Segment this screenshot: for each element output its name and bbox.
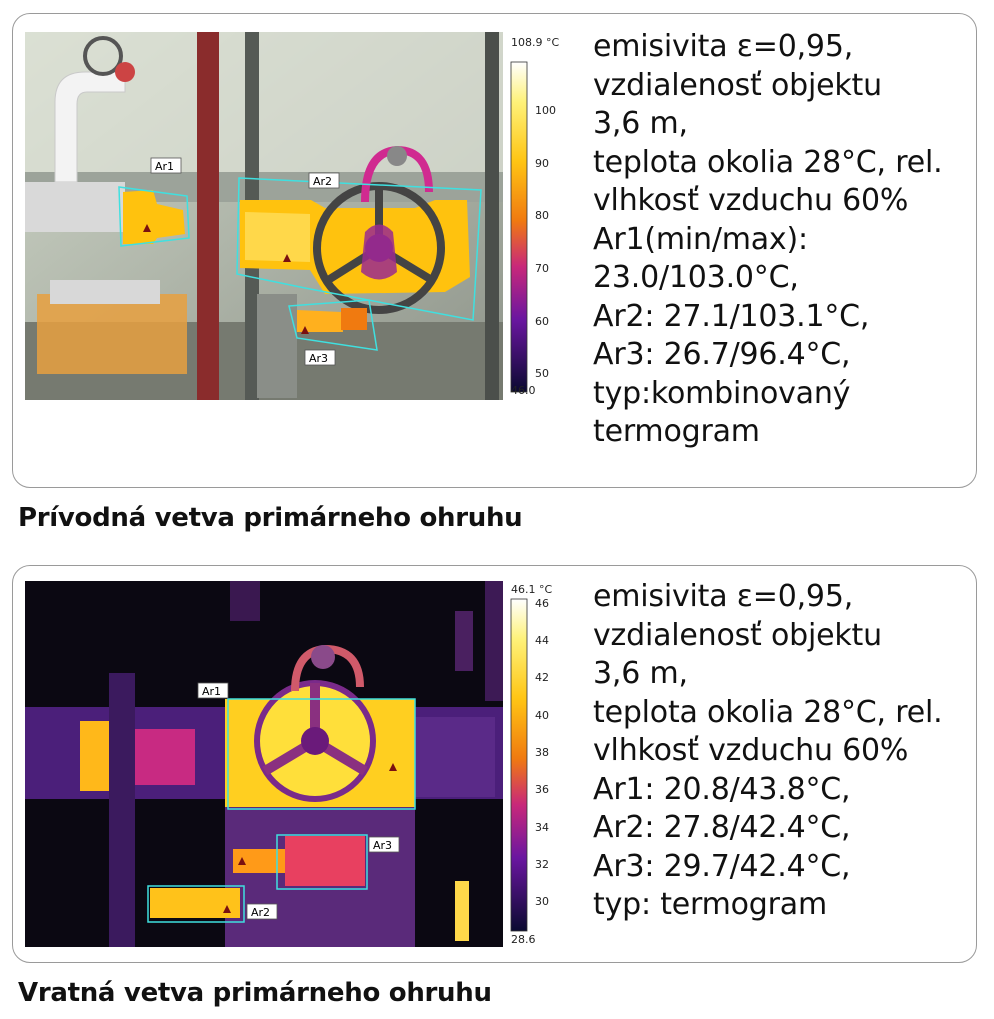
color-scale-bar	[511, 62, 527, 392]
scale-tick: 40	[535, 709, 549, 722]
desc-line: Ar3: 26.7/96.4°C,	[593, 337, 851, 372]
desc-line: termogram	[593, 414, 760, 449]
measurement-description	[593, 28, 942, 452]
svg-text:Ar1: Ar1	[202, 685, 222, 698]
measurement-description	[593, 578, 942, 925]
desc-line: vlhkosť vzduchu 60%	[593, 733, 909, 768]
scale-tick: 100	[535, 104, 556, 117]
figure-caption-supply: Prívodná vetva primárneho ohruhu	[18, 503, 523, 533]
svg-text:Ar3: Ar3	[373, 839, 393, 852]
scale-tick: 80	[535, 209, 549, 222]
desc-line: Ar2: 27.1/103.1°C,	[593, 298, 870, 334]
scale-tick: 46	[535, 597, 549, 610]
scale-tick: 42	[535, 671, 549, 684]
scale-tick: 32	[535, 858, 549, 871]
svg-text:Ar3: Ar3	[309, 352, 329, 365]
desc-line: vzdialenosť objektu	[593, 67, 882, 103]
color-scale-bar	[511, 599, 527, 931]
desc-line: 3,6 m,	[593, 656, 688, 691]
scale-max-label: 108.9 °C	[511, 36, 560, 49]
thermogram-panel-return	[12, 565, 977, 963]
desc-line: 23.0/103.0°C,	[593, 260, 799, 295]
svg-text:Ar1: Ar1	[155, 160, 175, 173]
scale-tick: 38	[535, 746, 549, 759]
area-label-ar3	[369, 837, 399, 852]
scale-tick: 36	[535, 783, 549, 796]
svg-text:Ar2: Ar2	[313, 175, 333, 188]
desc-line: emisivita ε=0,95,	[593, 29, 854, 64]
scale-tick: 60	[535, 315, 549, 328]
basket	[37, 294, 187, 374]
thermogram-image-supply	[25, 32, 595, 400]
svg-text:Ar2: Ar2	[251, 906, 271, 919]
red-pipe	[197, 32, 219, 400]
scale-tick: 70	[535, 262, 549, 275]
desc-line: 3,6 m,	[593, 106, 688, 141]
thermogram-image-return	[25, 581, 595, 947]
scale-tick: 44	[535, 634, 549, 647]
desc-line: vzdialenosť objektu	[593, 617, 882, 653]
desc-line: typ:kombinovaný	[593, 375, 851, 411]
area-label-ar2	[309, 173, 339, 188]
scale-max-label: 46.1 °C	[511, 583, 553, 596]
area-label-ar1	[198, 683, 228, 698]
desc-line: Ar1: 20.8/43.8°C,	[593, 771, 851, 807]
desc-line: Ar3: 29.7/42.4°C,	[593, 848, 851, 884]
desc-line: teplota okolia 28°C, rel.	[593, 694, 943, 730]
desc-line: vlhkosť vzduchu 60%	[593, 183, 909, 218]
scale-min-label: 28.6	[511, 933, 536, 946]
area-label-ar3	[305, 350, 335, 365]
scale-tick: 34	[535, 821, 549, 834]
desc-line: typ: termogram	[593, 887, 827, 922]
scale-tick: 90	[535, 157, 549, 170]
desc-line: emisivita ε=0,95,	[593, 579, 854, 614]
desc-line: Ar1(min/max):	[593, 221, 808, 257]
figure-caption-return: Vratná vetva primárneho ohruhu	[18, 978, 492, 1008]
scale-tick: 30	[535, 895, 549, 908]
desc-line: Ar2: 27.8/42.4°C,	[593, 810, 851, 845]
desc-line: teplota okolia 28°C, rel.	[593, 144, 943, 180]
scale-min-label: 46.0	[511, 384, 536, 397]
area-label-ar1	[151, 158, 181, 173]
thermogram-panel-supply	[12, 13, 977, 488]
scale-tick: 50	[535, 367, 549, 380]
area-label-ar2	[247, 904, 277, 919]
